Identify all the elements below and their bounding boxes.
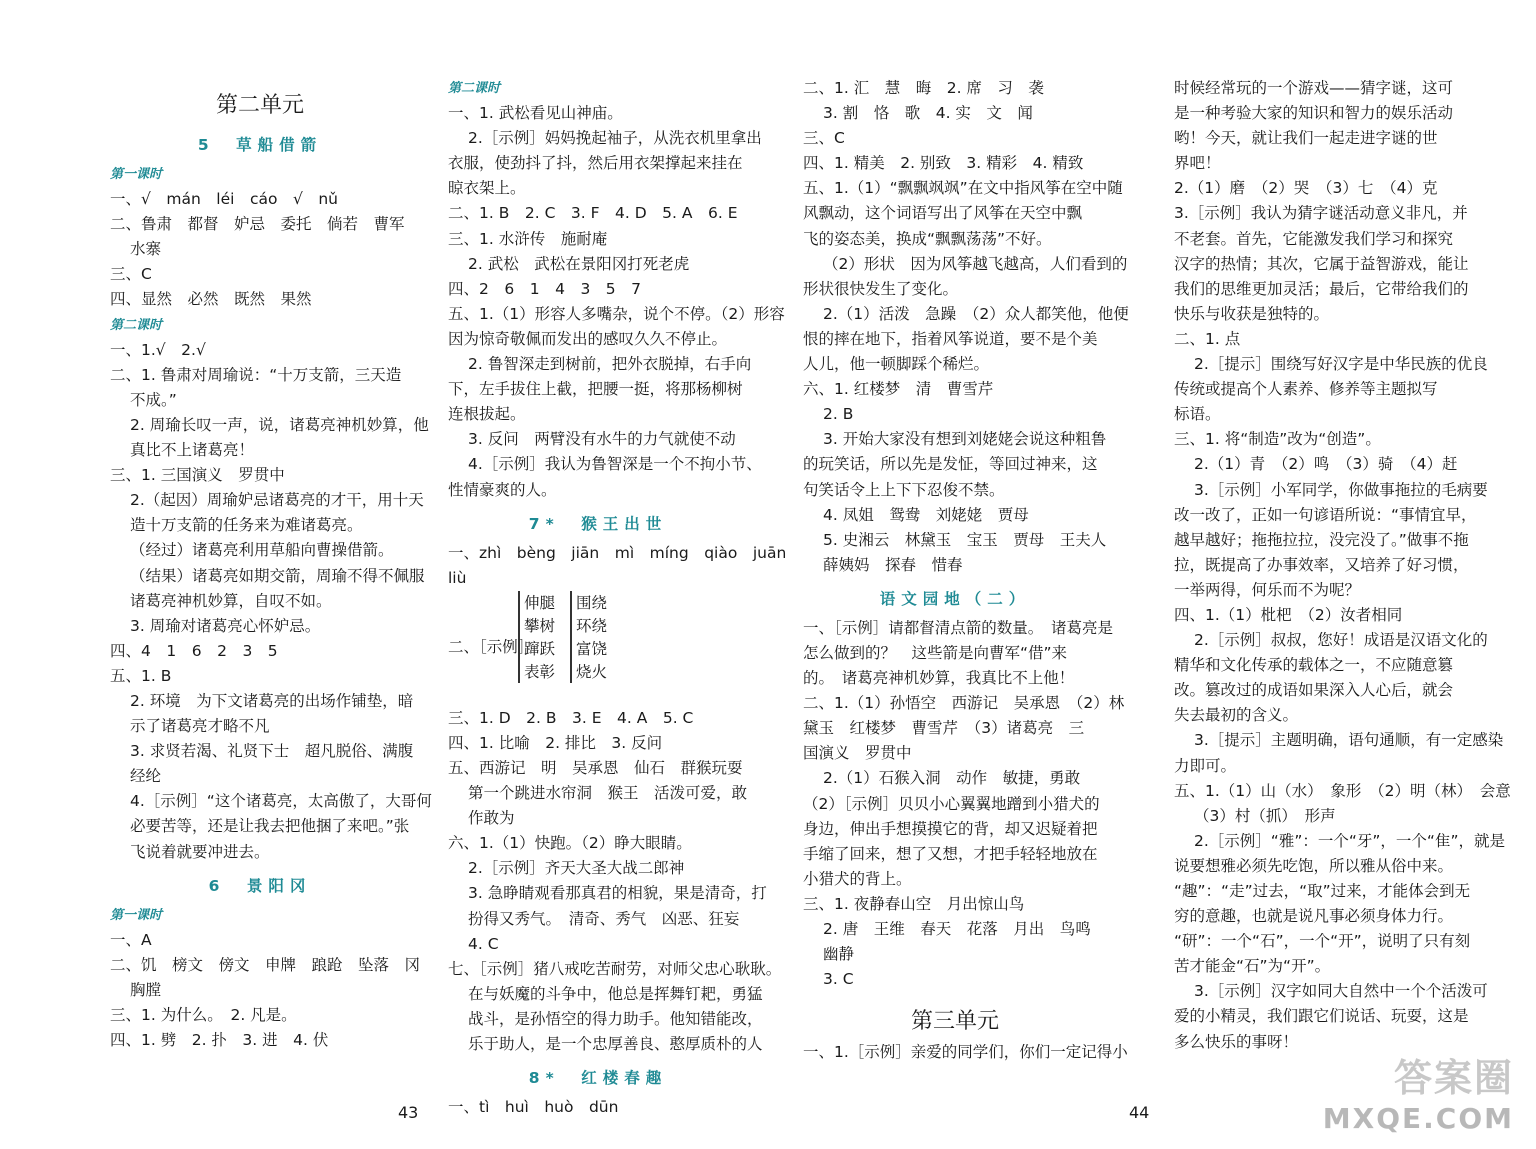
answer-line: 一、1.［示例］亲爱的同学们，你们一定记得小 <box>803 1043 1128 1062</box>
answer-line: 2. 鲁智深走到树前，把外衣脱掉，右手向 <box>468 355 752 374</box>
answer-line: 形状很快发生了变化。 <box>803 279 959 298</box>
answer-line: 七、［示例］猪八戒吃苦耐劳，对师父忠心耿耿。 <box>448 959 782 978</box>
answer-line: 2. 唐 王维 春天 花落 月出 鸟鸣 <box>823 920 1091 938</box>
answer-line: 作敢为 <box>468 809 515 828</box>
answer-line: 拉，既提高了办事效率，又培养了好习惯， <box>1174 555 1469 574</box>
answer-line: 四、显然 必然 既然 果然 <box>110 290 312 309</box>
answer-line: 身边，伸出手想摸摸它的背，却又迟疑着把 <box>803 819 1098 838</box>
answer-line: 四、1.（1）枇杷 （2）汝者相同 <box>1174 605 1403 624</box>
brace-word: 蹿跃 <box>524 639 556 658</box>
answer-line: 四、1. 精美 2. 别致 3. 精彩 4. 精致 <box>803 154 1084 173</box>
answer-line: 5. 史湘云 林黛玉 宝玉 贾母 王夫人 <box>823 530 1107 549</box>
answer-line: （2）形状 因为风筝越飞越高，人们看到的 <box>823 254 1128 273</box>
answer-line: 连根拔起。 <box>448 405 526 424</box>
answer-line: （经过）诸葛亮利用草船向曹操借箭。 <box>130 541 394 560</box>
answer-line: 四、1. 劈 2. 扑 3. 进 4. 伏 <box>110 1031 329 1050</box>
answer-line: 3. 开始大家没有想到刘姥姥会说这种粗鲁 <box>823 430 1107 449</box>
answer-line: “趣”：“走”过去，“取”过来，才能体会到无 <box>1174 882 1471 900</box>
answer-line: 三、C <box>803 129 845 148</box>
answer-line: 国演义 罗贯中 <box>803 744 912 763</box>
answer-line: 四、2 6 1 4 3 5 7 <box>448 279 642 298</box>
answer-line: 五、1.（1）山（水） 象形 （2）明（林） 会意 <box>1174 781 1511 800</box>
answer-line: 性情豪爽的人。 <box>448 480 557 499</box>
answer-line: 2.［示例］叔叔，您好！成语是汉语文化的 <box>1194 631 1488 650</box>
answer-line: 快乐与收获是独特的。 <box>1174 304 1330 323</box>
answer-line: 2. 周瑜长叹一声，说，诸葛亮神机妙算，他 <box>130 415 429 434</box>
answer-line: 诸葛亮神机妙算，自叹不如。 <box>130 591 332 610</box>
unit-title: 第二单元 <box>215 93 304 118</box>
garden-title: 语文园地（二） <box>879 589 1031 608</box>
answer-line: 一、zhì bèng jiān mì míng qiào juān <box>448 543 787 562</box>
answer-line: 三、C <box>110 265 152 284</box>
brace-word: 表彰 <box>524 662 556 681</box>
session-title: 第二课时 <box>448 81 501 96</box>
answer-line: 哟！今天，就让我们一起走进字谜的世 <box>1174 129 1438 148</box>
lesson-title: 7* 猴王出世 <box>528 514 668 533</box>
answer-line: 一、1. 武松看见山神庙。 <box>448 104 623 123</box>
answer-line: 一、√ mán léi cáo √ nǔ <box>110 190 338 209</box>
brace-word: 伸腿 <box>524 593 556 612</box>
answer-line: 黛玉 红楼梦 曹雪芹 （3）诸葛亮 三 <box>803 719 1085 738</box>
answer-line: 3.［提示］主题明确，语句通顺，有一定感染 <box>1194 731 1504 750</box>
answer-line: 4.［示例］“这个诸葛亮，太高傲了，大哥何 <box>130 792 432 811</box>
watermark-main: 答案圈 <box>1393 1056 1514 1100</box>
answer-line: “研”：一个“石”，一个“开”，说明了只有刻 <box>1174 932 1471 951</box>
answer-line: 乐于助人，是一个忠厚善良、憨厚质朴的人 <box>468 1035 763 1053</box>
answer-line: 一、tì huì huò dūn <box>448 1098 619 1117</box>
answer-line: 怎么做到的？ 这些箭是向曹军“借”来 <box>803 643 1068 662</box>
answer-line: 薛姨妈 探春 惜春 <box>823 555 963 574</box>
answer-line: 风飘动，这个词语写出了风筝在天空中飘 <box>803 204 1083 223</box>
answer-line: 2.（1）石猴入洞 动作 敏捷，勇敢 <box>823 769 1081 788</box>
answer-line: 改一改了，正如一句谚语所说：“事情宜早， <box>1174 505 1477 524</box>
answer-line: 必要苦等，还是让我去把他捆了来吧。”张 <box>130 817 410 836</box>
brace-word: 攀树 <box>524 616 556 635</box>
answer-line: 衣服，使劲抖了抖，然后用衣架撑起来挂在 <box>448 154 743 173</box>
answer-line: 一、1.√ 2.√ <box>110 340 206 359</box>
answer-line: 造十万支箭的任务来为难诸葛亮。 <box>130 516 363 535</box>
answer-line: 晾衣架上。 <box>448 179 526 198</box>
watermark <box>1323 1047 1514 1135</box>
answer-line: 恨的摔在地下，指着风筝说道，要不是个美 <box>803 329 1098 348</box>
answer-line: 飞说着就要冲进去。 <box>130 842 270 861</box>
answer-line: 2.（1）活泼 急躁 （2）众人都笑他，他便 <box>823 304 1129 323</box>
session-title: 第一课时 <box>110 167 163 182</box>
answer-line: 三、1. 为什么。 2. 凡是。 <box>110 1006 297 1024</box>
answer-line: 三、1. 水浒传 施耐庵 <box>448 229 608 248</box>
brace-word: 富饶 <box>576 639 608 658</box>
answer-line: 六、1. 红楼梦 清 曹雪芹 <box>803 380 994 399</box>
answer-line: 时候经常玩的一个游戏——猜字谜，这可 <box>1174 79 1454 97</box>
answer-line: 2. 武松 武松在景阳冈打死老虎 <box>468 254 690 273</box>
brace-word: 烧火 <box>576 662 608 681</box>
answer-line: 战斗，是孙悟空的得力助手。他知错能改， <box>468 1009 763 1028</box>
answer-line: 下，左手拔住上截，把腰一挺，将那杨柳树 <box>448 380 743 399</box>
answer-line: 界吧！ <box>1174 154 1221 173</box>
answer-line: 一举两得，何乐而不为呢？ <box>1174 580 1361 599</box>
answer-line: 不老套。首先，它能激发我们学习和探究 <box>1174 229 1454 248</box>
answer-line: 2. 环境 为下文诸葛亮的出场作铺垫，暗 <box>130 691 414 710</box>
answer-line: 二、1. B 2. C 3. F 4. D 5. A 6. E <box>448 204 738 223</box>
answer-line: 穷的意趣，也就是说凡事必须身体力行。 <box>1174 907 1454 926</box>
lesson-title: 8* 红楼春趣 <box>528 1069 668 1088</box>
answer-line: 二、1. 汇 慧 晦 2. 席 习 袭 <box>803 79 1044 97</box>
lesson-title: 5 草船借箭 <box>197 136 323 154</box>
answer-line: 3. 求贤若渴、礼贤下士 超凡脱俗、满腹 <box>130 742 414 761</box>
answer-line: 改。篡改过的成语如果深入人心后，就会 <box>1174 681 1454 700</box>
answer-line: 2.［示例］妈妈挽起袖子，从洗衣机里拿出 <box>468 129 762 148</box>
answer-line: 二、鲁肃 都督 妒忌 委托 倘若 曹军 <box>110 215 405 234</box>
answer-line: 六、1.（1）快跑。（2）睁大眼睛。 <box>448 834 692 853</box>
answer-line: 五、1.（1）“飘飘飒飒”在文中指风筝在空中随 <box>803 179 1123 198</box>
lesson-title: 6 景阳冈 <box>208 876 312 895</box>
brace-word: 环绕 <box>576 616 608 635</box>
answer-line: 汉字的热情；其次，它属于益智游戏，能让 <box>1174 254 1469 273</box>
answer-line: 2. B <box>823 405 854 424</box>
answer-line: 标语。 <box>1174 405 1221 424</box>
answer-line: 小猎犬的背上。 <box>803 869 912 888</box>
answer-line: 3. 急睁睛观看那真君的相貌，果是清奇，打 <box>468 884 767 903</box>
answer-line: 的。 诸葛亮神机妙算，我真比不上他！ <box>803 669 1075 688</box>
answer-line: 2.［示例］齐天大圣大战二郎神 <box>468 859 685 878</box>
brace-word: 围绕 <box>576 593 608 612</box>
answer-line: 3. 割 恪 歌 4. 实 文 闻 <box>823 104 1033 123</box>
answer-line: 四、1. 比喻 2. 排比 3. 反问 <box>448 733 663 752</box>
unit-title: 第三单元 <box>910 1009 999 1035</box>
answer-line: 飞的姿态美，换成“飘飘荡荡”不好。 <box>803 229 1052 248</box>
page-number-left: 43 <box>398 1103 419 1122</box>
answer-line: 传统或提高个人素养、修养等主题拟写 <box>1174 380 1438 399</box>
answer-line: 不成。” <box>130 390 177 409</box>
answer-line: 五、1.（1）形容人多嘴杂，说个不停。（2）形容 <box>448 304 785 323</box>
answer-line: 幽静 <box>823 945 855 964</box>
answer-line: 在与妖魔的斗争中，他总是挥舞钉耙，勇猛 <box>468 984 763 1003</box>
answer-line: 2.（1）青 （2）鸣 （3）骑 （4）赶 <box>1194 455 1458 474</box>
answer-line: 一、A <box>110 930 152 949</box>
answer-line: 示了诸葛亮才略不凡 <box>130 717 270 736</box>
answer-line: 二、饥 榜文 傍文 申牌 踉跄 坠落 冈 <box>110 955 421 974</box>
answer-line: 真比不上诸葛亮！ <box>130 441 255 460</box>
answer-line: 2.（1）磨 （2）哭 （3）七 （4）克 <box>1174 179 1438 198</box>
answer-column-1 <box>110 76 432 1053</box>
answer-line: 4. 凤姐 鸳鸯 刘姥姥 贾母 <box>823 505 1029 524</box>
answer-line: 精华和文化传承的载体之一，不应随意篡 <box>1174 656 1454 675</box>
page-number-right: 44 <box>1129 1103 1150 1122</box>
answer-line: 句笑话令上上下下忍俊不禁。 <box>803 480 1005 499</box>
answer-line: 4. C <box>468 934 499 953</box>
answer-line: 三、1. 夜静春山空 月出惊山鸟 <box>803 894 1025 913</box>
answer-line: 3.［示例］汉字如同大自然中一个个活泼可 <box>1194 982 1488 1001</box>
answer-line: 因为惊奇敬佩而发出的感叹久久不停止。 <box>448 329 728 348</box>
answer-line: 手缩了回来，想了又想，才把手轻轻地放在 <box>803 844 1098 863</box>
answer-line: 二、1. 点 <box>1174 329 1241 348</box>
answer-line: 五、西游记 明 吴承恩 仙石 群猴玩耍 <box>448 758 743 777</box>
answer-line: 3.［示例］我认为猜字谜活动意义非凡，并 <box>1174 204 1468 223</box>
answer-line: 二、1.（1）孙悟空 西游记 吴承恩 （2）林 <box>803 694 1125 713</box>
answer-column-3 <box>803 76 1129 1065</box>
answer-line: 爱的小精灵，我们跟它们说话、玩耍，这是 <box>1174 1007 1469 1026</box>
answer-line: 2.（起因）周瑜妒忌诸葛亮的才干，用十天 <box>130 491 424 510</box>
answer-line: 的玩笑话，所以先是发怔，等回过神来，这 <box>803 455 1098 474</box>
answer-line: liù <box>448 568 467 587</box>
answer-line: 我们的思维更加灵活；最后，它带给我们的 <box>1174 279 1469 298</box>
brace-group-b <box>570 591 636 683</box>
answer-line: 胸膛 <box>130 980 162 999</box>
answer-line: 三、1. 三国演义 罗贯中 <box>110 466 285 485</box>
answer-line: 越早越好；拖拖拉拉，没完没了。”做事不拖 <box>1174 530 1469 549</box>
answer-line: 人儿，他一顿脚踩个稀烂。 <box>803 355 990 374</box>
answer-line: 多么快乐的事呀！ <box>1174 1032 1299 1051</box>
answer-line: 三、1. 将“制造”改为“创造”。 <box>1174 430 1381 449</box>
answer-line: 3. 反问 两臂没有水牛的力气就使不动 <box>468 430 736 449</box>
answer-line: 第一个跳进水帘洞 猴王 活泼可爱，敢 <box>468 784 748 803</box>
answer-line: 水寨 <box>130 240 162 259</box>
answer-line: 一、［示例］请都督清点箭的数量。 诸葛亮是 <box>803 618 1114 637</box>
answer-line: 四、4 1 6 2 3 5 <box>110 641 278 660</box>
session-title: 第一课时 <box>110 907 163 923</box>
answer-line: 是一种考验大家的知识和智力的娱乐活动 <box>1174 104 1454 123</box>
answer-line: （2）［示例］贝贝小心翼翼地蹭到小猎犬的 <box>803 794 1100 813</box>
brace-label: 二、［示例］ <box>448 637 534 656</box>
answer-line: （3）村（抓） 形声 <box>1194 806 1336 825</box>
answer-line: 2.［示例］“雅”：一个“牙”，一个“隹”，就是 <box>1194 831 1505 850</box>
answer-line: 3.［示例］小军同学，你做事拖拉的毛病要 <box>1194 480 1488 499</box>
answer-line: 五、1. B <box>110 666 172 685</box>
answer-line: 二、1. 鲁肃对周瑜说：“十万支箭，三天造 <box>110 365 402 384</box>
watermark-url: MXQE.COM <box>1322 1102 1514 1135</box>
answer-line: （结果）诸葛亮如期交箭，周瑜不得不佩服 <box>130 566 425 585</box>
brace-grouping <box>448 591 748 706</box>
answer-line: 3. C <box>823 970 854 989</box>
answer-line: 失去最初的含义。 <box>1174 706 1299 725</box>
answer-column-2 <box>448 76 787 1120</box>
answer-line: 2.［提示］围绕写好汉字是中华民族的优良 <box>1194 355 1488 374</box>
answer-line: 扮得又秀气。 清奇、秀气 凶恶、狂妄 <box>468 909 740 928</box>
answer-line: 3. 周瑜对诸葛亮心怀妒忌。 <box>130 616 321 635</box>
answer-line: 三、1. D 2. B 3. E 4. A 5. C <box>448 708 694 727</box>
answer-line: 苦才能金“石”为“开”。 <box>1174 957 1331 976</box>
answer-line: 经纶 <box>130 767 162 786</box>
answer-line: 4.［示例］我认为鲁智深是一个不拘小节、 <box>468 455 762 474</box>
answer-line: 说要想雅必须先吃饱，所以雅从俗中来。 <box>1174 856 1454 875</box>
session-title: 第二课时 <box>110 317 163 333</box>
answer-line: 力即可。 <box>1174 756 1237 775</box>
answer-column-4 <box>1174 76 1511 1055</box>
